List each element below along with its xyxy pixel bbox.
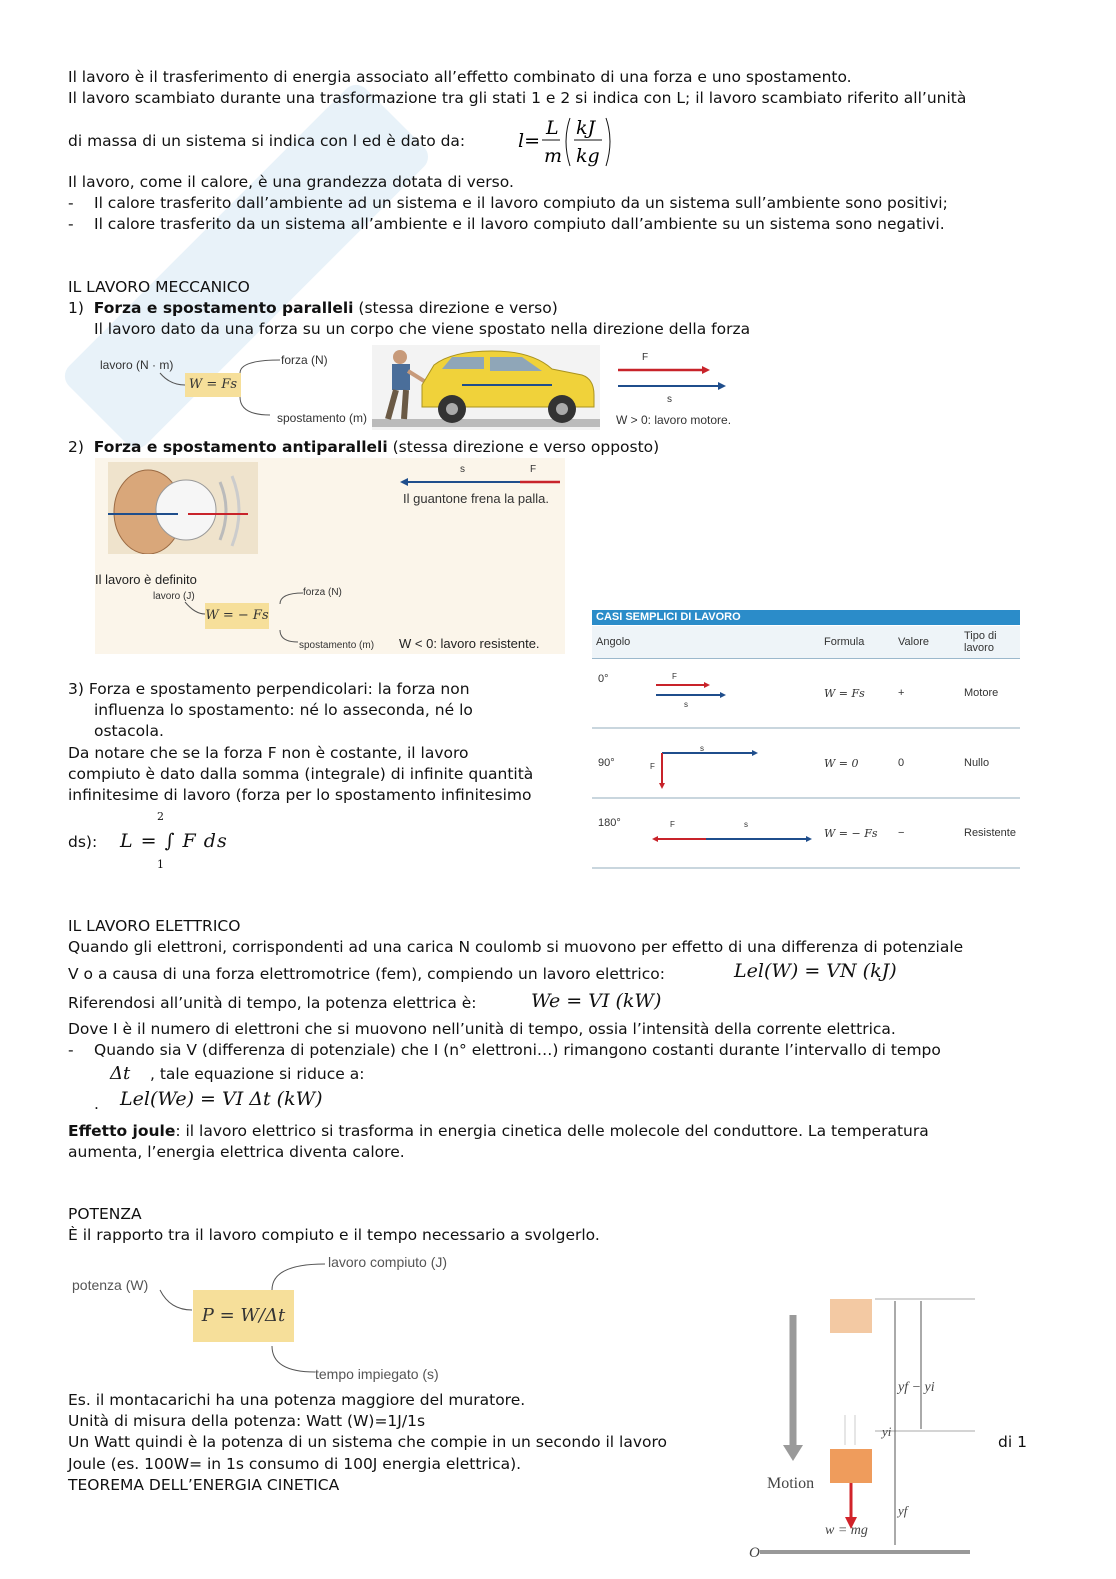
svg-text:F: F <box>530 464 537 475</box>
svg-text:kg: kg <box>576 145 600 167</box>
integral-formula <box>120 810 230 874</box>
ele-formula-3: Lel(We) = VI Δt (kW) <box>120 1088 323 1110</box>
item-1-rest: (stessa direzione e verso) <box>353 299 558 317</box>
fig2-spost-label: spostamento (m) <box>299 640 375 651</box>
fig2-formula: W = − Fs <box>205 603 269 629</box>
value-cell: 0 <box>894 728 960 798</box>
angle-cell <box>592 728 820 798</box>
bullet-dot: . <box>94 1095 99 1113</box>
ele-line-3: Riferendosi all’unità di tempo, la potenza elettrica è: <box>68 994 477 1012</box>
col-formula: Formula <box>820 626 894 659</box>
angle-cell <box>592 798 820 868</box>
angle-cell <box>592 659 820 729</box>
integral-upper: 2 <box>157 810 164 823</box>
intro-bullet-2: Il calore trasferito da un sistema all’ambiente e il lavoro compiuto dall’ambiente su un sistema sono negativi. <box>94 215 945 233</box>
note-line-3: infinitesime di lavoro (forza per lo spostamento infinitesimo <box>68 786 532 804</box>
joule-line-2: aumenta, l’energia elettrica diventa calore. <box>68 1143 405 1161</box>
fig2-connectors <box>180 590 310 650</box>
svg-text:L: L <box>546 117 559 139</box>
vectors-90deg <box>646 739 766 791</box>
fig2-lavoro-label: lavoro (J) <box>153 591 195 602</box>
pot-fig-formula: P = W/Δt <box>193 1290 294 1342</box>
formula-cell: W = − Fs <box>820 798 894 868</box>
item-3-line-3: ostacola. <box>94 722 164 740</box>
item-1-bold: Forza e spostamento paralleli <box>93 299 354 317</box>
vectors-0deg <box>652 671 732 711</box>
vectors-180deg <box>646 817 816 851</box>
pot-line-4b: di 1 <box>998 1433 1027 1451</box>
svg-text:kJ: kJ <box>576 117 596 139</box>
item-1-desc: Il lavoro dato da una forza su un corpo che viene spostato nella direzione della forza <box>94 320 751 338</box>
item-3-line-1: 3) Forza e spostamento perpendicolari: la forza non <box>68 680 470 698</box>
ele-line-4: Dove I è il numero di elettroni che si muovono nell’unità di tempo, ossia l’intensità della corrente elettrica. <box>68 1020 896 1038</box>
table-row <box>592 659 1020 729</box>
formula-l-text <box>518 112 525 113</box>
note-line-2: compiuto è dato dalla somma (integrale) di infinite quantità <box>68 765 534 783</box>
note-line-1: Da notare che se la forza F non è costante, il lavoro <box>68 744 469 762</box>
intro-line-1: Il lavoro è il trasferimento di energia associato all’effetto combinato di una forza e uno spostamento. <box>68 68 852 86</box>
intro-line-2: Il lavoro scambiato durante una trasformazione tra gli stati 1 e 2 si indica con L; il lavoro scambiato riferito all’unità <box>68 89 967 107</box>
value-cell: + <box>894 659 960 729</box>
pot-line-4: Un Watt quindi è la potenza di un sistema che compie in un secondo il lavoro <box>68 1433 667 1451</box>
fig2-forza-label: forza (N) <box>303 587 342 598</box>
fig1-connectors <box>150 355 280 425</box>
formula-cell: W = 0 <box>820 728 894 798</box>
integral-body: L = ∫ F ds <box>120 830 228 852</box>
table-row <box>592 728 1020 798</box>
item-1-heading <box>68 298 558 318</box>
fig1-vectors <box>612 348 732 408</box>
pot-fig-potenza: potenza (W) <box>72 1277 149 1293</box>
angle-value: 90° <box>598 757 615 769</box>
col-angolo: Angolo <box>592 626 820 659</box>
ele-line-1: Quando gli elettroni, corrispondenti ad una carica N coulomb si muovono per effetto di una differenza di potenziale <box>68 938 964 956</box>
pot-line-2: Es. il montacarichi ha una potenza maggiore del muratore. <box>68 1391 526 1409</box>
ele-delta-t: Δt <box>110 1063 131 1084</box>
fig2-resist-label: W < 0: lavoro resistente. <box>399 636 540 651</box>
yi-label: yi <box>882 1424 892 1439</box>
svg-text:s: s <box>744 820 748 829</box>
pot-fig-lavoro: lavoro compiuto (J) <box>328 1254 448 1270</box>
bullet-dash: - <box>68 194 74 212</box>
fig2-vectors <box>400 462 565 492</box>
angle-value: 180° <box>598 817 621 829</box>
fig1-lavoro-label: lavoro (N · m) <box>100 358 174 372</box>
cases-table-title: CASI SEMPLICI DI LAVORO <box>592 610 1020 625</box>
item-number: 2) <box>68 438 84 456</box>
intro-bullet-1: Il calore trasferito dall’ambiente ad un sistema e il lavoro compiuto da un sistema sull’ambiente sono positivi; <box>94 194 948 212</box>
ele-bullet-1: Quando sia V (differenza di potenziale) che I (n° elettroni…) rimangono costanti durante l’intervallo di tempo <box>94 1041 941 1059</box>
pot-line-5: Joule (es. 100W= in 1s consumo di 100J energia elettrica). <box>68 1455 522 1473</box>
type-cell: Motore <box>960 659 1020 729</box>
svg-text:s: s <box>684 700 688 709</box>
fig1-motore-label: W > 0: lavoro motore. <box>616 413 732 427</box>
fig1-formula: W = Fs <box>185 373 241 397</box>
formula-cell: W = Fs <box>820 659 894 729</box>
intro-line-3: di massa di un sistema si indica con l ed è dato da: <box>68 132 466 150</box>
ele-formula-1: Lel(W) = VN (kJ) <box>734 960 897 982</box>
formula-l-render <box>518 112 618 170</box>
pot-line-3: Unità di misura della potenza: Watt (W)=1J/1s <box>68 1412 426 1430</box>
car-push-illustration <box>372 345 600 430</box>
svg-text:s: s <box>460 464 465 475</box>
table-row <box>592 798 1020 868</box>
pot-line-6: TEOREMA DELL’ENERGIA CINETICA <box>68 1476 340 1494</box>
item-2-rest: (stessa direzione e verso opposto) <box>387 438 660 456</box>
type-cell: Nullo <box>960 728 1020 798</box>
col-valore: Valore <box>894 626 960 659</box>
svg-text:F: F <box>650 762 655 771</box>
yf-label: yf <box>898 1503 908 1518</box>
section-title-potenza: POTENZA <box>68 1205 142 1223</box>
ele-bullet-1b: , tale equazione si riduce a: <box>150 1065 365 1083</box>
ele-formula-2: We = VI (kW) <box>531 990 662 1012</box>
item-3-line-2: influenza lo spostamento: né lo asseconda, né lo <box>94 701 473 719</box>
bullet-dash: - <box>68 215 74 233</box>
yf-minus-yi-label: yf − yi <box>898 1380 935 1395</box>
svg-text:s: s <box>700 744 704 753</box>
integral-lower: 1 <box>157 858 164 871</box>
svg-text:F: F <box>670 820 675 829</box>
formula-l <box>518 112 618 175</box>
glove-ball-illustration <box>108 462 258 554</box>
svg-text:l=: l= <box>518 130 540 152</box>
svg-text:m: m <box>544 145 563 167</box>
note-line-4: ds): <box>68 833 98 851</box>
type-cell: Resistente <box>960 798 1020 868</box>
w-mg-label: w = mg <box>825 1523 868 1538</box>
item-number: 1) <box>68 299 84 317</box>
cases-header-row <box>592 626 1020 659</box>
fig1-forza-label: forza (N) <box>281 353 328 367</box>
col-tipo: Tipo di lavoro <box>960 626 1020 659</box>
section-title-elettrico: IL LAVORO ELETTRICO <box>68 917 241 935</box>
ele-line-2: V o a causa di una forza elettromotrice (fem), compiendo un lavoro elettrico: <box>68 965 665 983</box>
svg-text:F: F <box>672 672 677 681</box>
svg-text:s: s <box>667 394 672 405</box>
fig1-spost-label: spostamento (m) <box>277 411 368 425</box>
cases-table <box>592 626 1020 869</box>
value-cell: − <box>894 798 960 868</box>
pot-fig-connectors <box>150 1258 330 1382</box>
joule-line-1 <box>68 1121 929 1141</box>
origin-label: O <box>749 1545 760 1561</box>
joule-bold: Effetto joule <box>68 1122 176 1140</box>
section-title-meccanico: IL LAVORO MECCANICO <box>68 278 250 296</box>
svg-text:F: F <box>642 352 649 363</box>
pot-fig-tempo: tempo impiegato (s) <box>315 1366 439 1382</box>
bullet-dash: - <box>68 1041 74 1059</box>
joule-rest: : il lavoro elettrico si trasforma in energia cinetica delle molecole del conduttore. La temperatura <box>175 1122 929 1140</box>
angle-value: 0° <box>598 673 609 685</box>
item-2-bold: Forza e spostamento antiparalleli <box>93 438 388 456</box>
fig2-def-label: Il lavoro è definito <box>95 572 197 587</box>
intro-line-4: Il lavoro, come il calore, è una grandezza dotata di verso. <box>68 173 514 191</box>
motion-label: Motion <box>767 1475 815 1492</box>
fig2-guantone-label: Il guantone frena la palla. <box>403 491 549 506</box>
pot-line-1: È il rapporto tra il lavoro compiuto e il tempo necessario a svolgerlo. <box>68 1226 600 1244</box>
item-2-heading <box>68 437 659 457</box>
